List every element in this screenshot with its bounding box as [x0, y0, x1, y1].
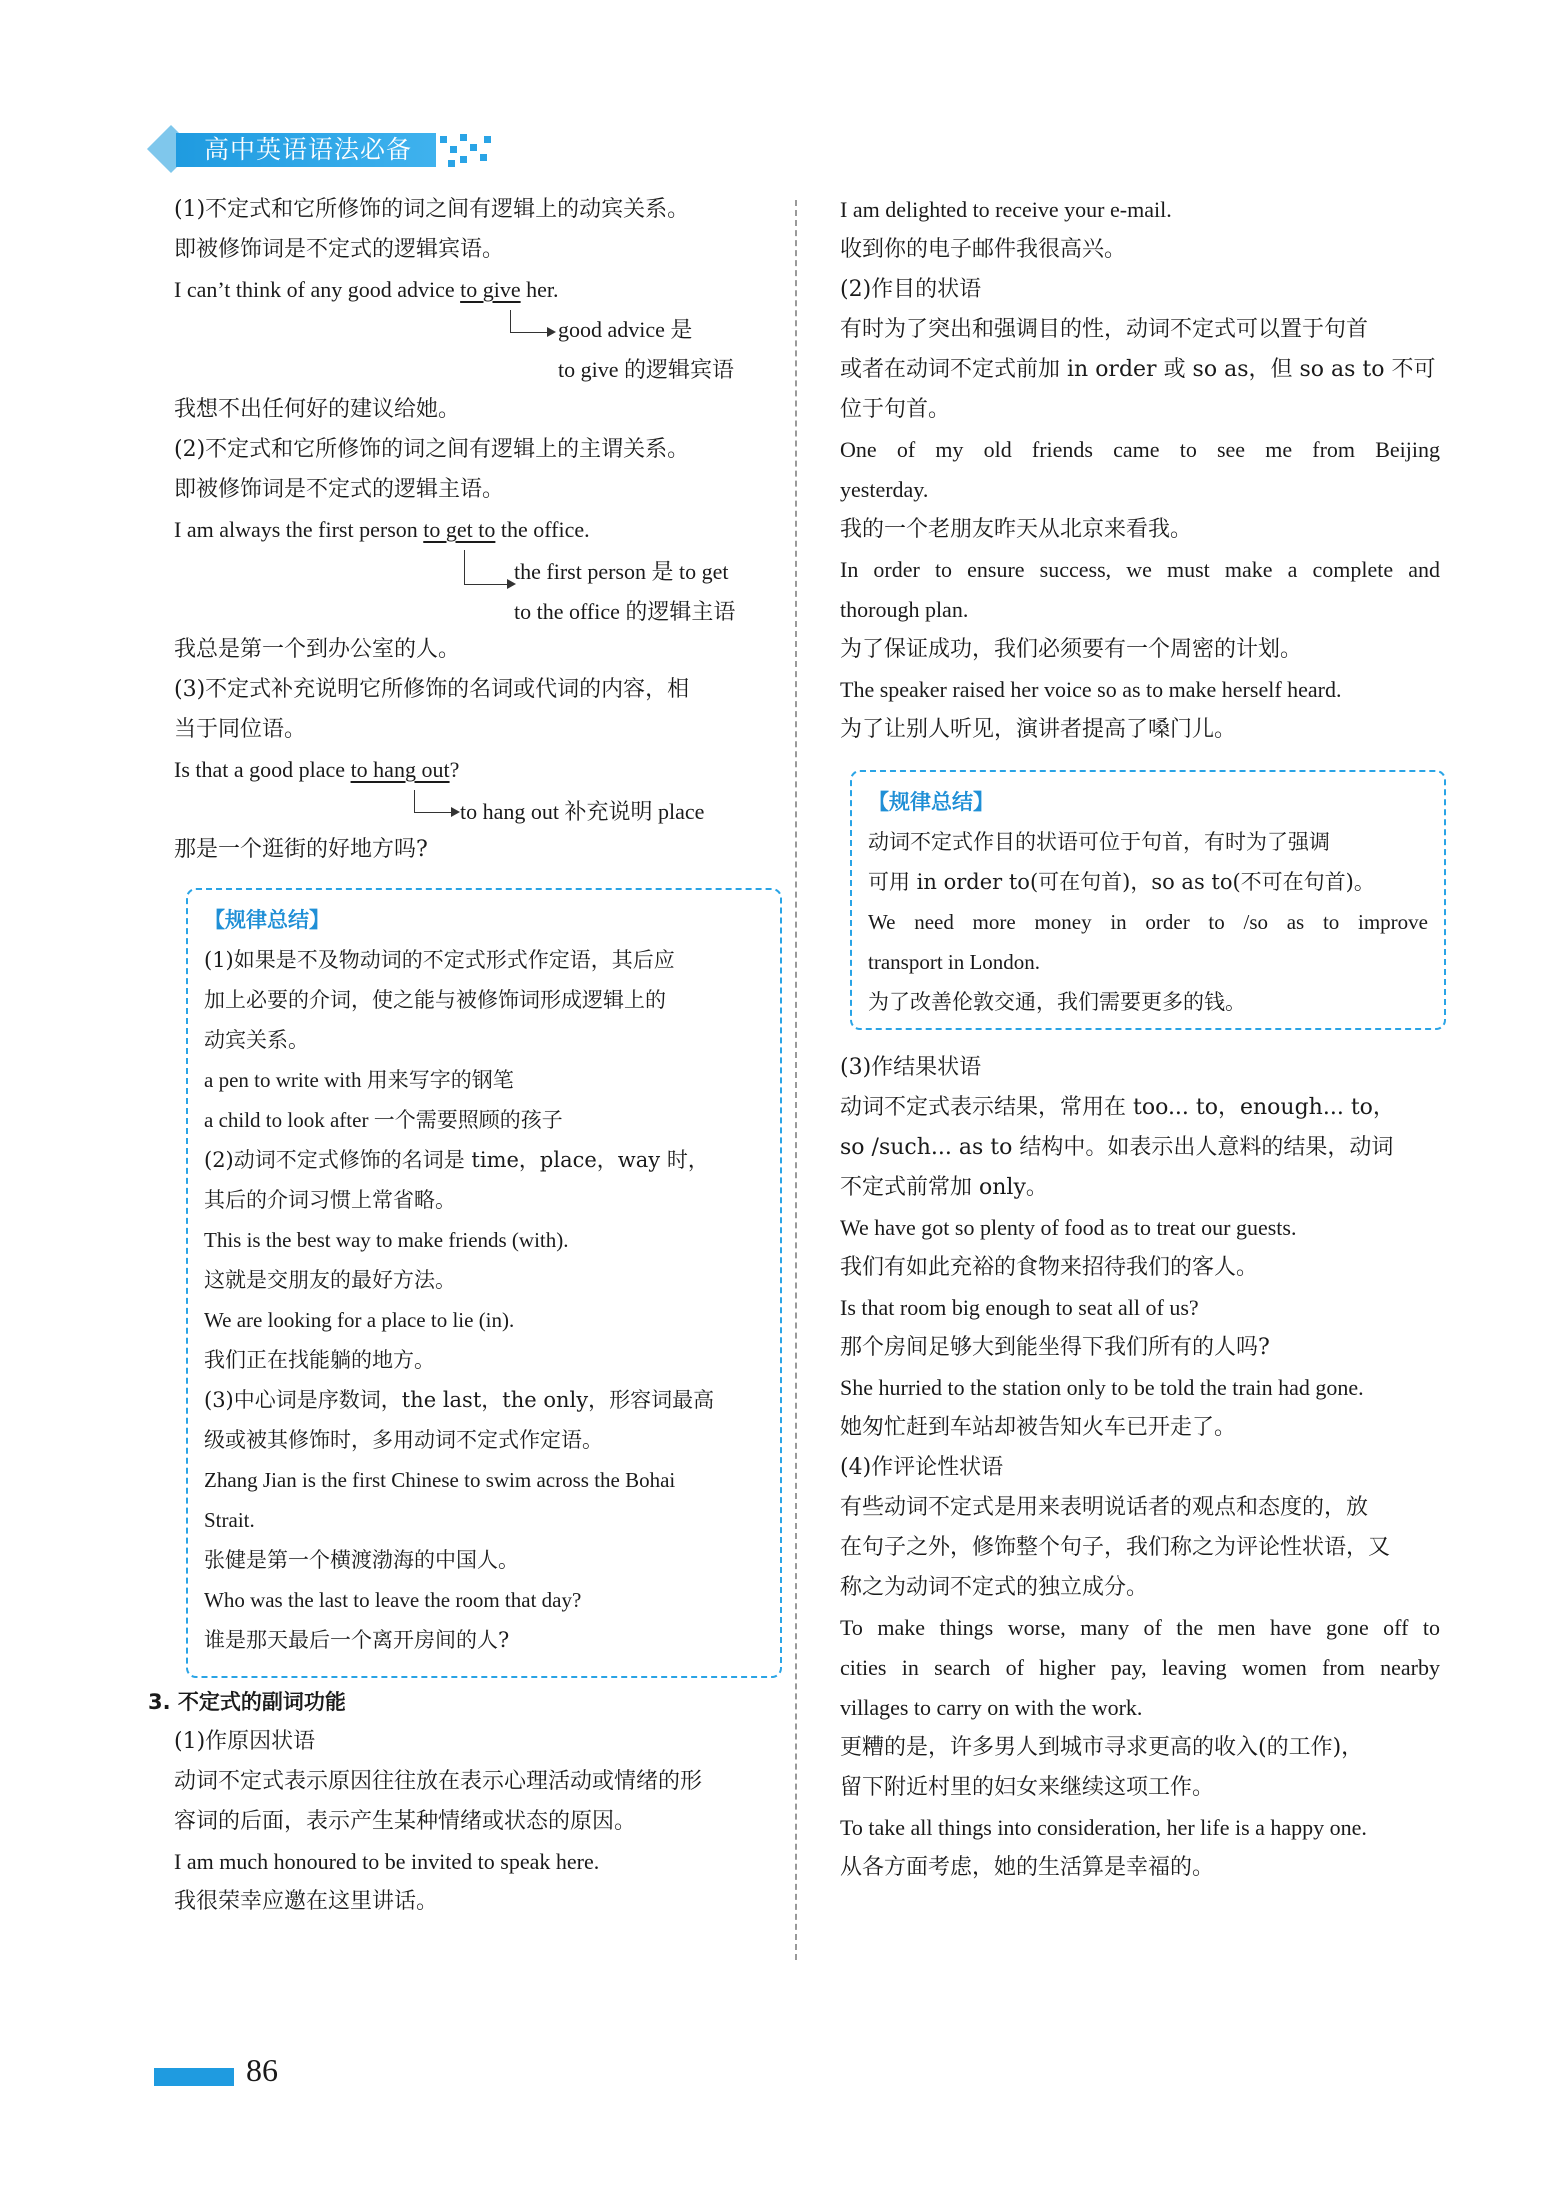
subheading: (2)作目的状语 — [840, 277, 982, 302]
translation: 收到你的电子邮件我很高兴。 — [840, 237, 1127, 262]
example-sentence: I am much honoured to be invited to speak here. — [174, 1849, 600, 1874]
translation: 更糟的是，许多男人到城市寻求更高的收入(的工作)， — [840, 1735, 1364, 1760]
translation: 我的一个老朋友昨天从北京来看我。 — [840, 517, 1193, 542]
paragraph-line: 称之为动词不定式的独立成分。 — [840, 1575, 1149, 1600]
right-column — [840, 190, 1440, 750]
example-sentence: yesterday. — [840, 477, 929, 502]
example-sentence: To take all things into consideration, her life is a happy one. — [840, 1815, 1367, 1840]
footer-bar — [154, 2068, 234, 2086]
box-line: 动词不定式作目的状语可位于句首，有时为了强调 — [868, 830, 1330, 854]
example-sentence: We have got so plenty of food as to treat our guests. — [840, 1215, 1297, 1240]
example-sentence: I can’t think of any good advice to give her. — [174, 277, 559, 302]
summary-box-left — [186, 888, 782, 1678]
box-line: 为了改善伦敦交通，我们需要更多的钱。 — [868, 990, 1246, 1014]
page-header — [140, 126, 500, 174]
translation: 留下附近村里的妇女来继续这项工作。 — [840, 1775, 1215, 1800]
box-line: 谁是那天最后一个离开房间的人? — [204, 1628, 510, 1652]
box-line: This is the best way to make friends (with). — [204, 1228, 569, 1252]
subheading: (4)作评论性状语 — [840, 1455, 1004, 1480]
example-sentence: Is that room big enough to seat all of us? — [840, 1295, 1199, 1320]
example-sentence: I am delighted to receive your e-mail. — [840, 197, 1172, 222]
box-line: Zhang Jian is the first Chinese to swim across the Bohai — [204, 1468, 676, 1492]
paragraph-line: 在句子之外，修饰整个句子，我们称之为评论性状语，又 — [840, 1535, 1391, 1560]
example-sentence: Is that a good place to hang out? — [174, 757, 460, 782]
paragraph-line: 容词的后面，表示产生某种情绪或状态的原因。 — [174, 1809, 637, 1834]
translation: 从各方面考虑，她的生活算是幸福的。 — [840, 1855, 1215, 1880]
box-line: 动宾关系。 — [204, 1028, 309, 1052]
box-line: a pen to write with 用来写字的钢笔 — [204, 1068, 514, 1092]
translation: 我们有如此充裕的食物来招待我们的客人。 — [840, 1255, 1259, 1280]
box-line: 可用 in order to(可在句首)，so as to(不可在句首)。 — [868, 870, 1375, 894]
example-sentence: In order to ensure success, we must make a complete and — [840, 557, 1440, 582]
translation: 那是一个逛街的好地方吗? — [174, 837, 428, 862]
paragraph-line: (2)不定式和它所修饰的词之间有逻辑上的主谓关系。 — [174, 437, 690, 462]
example-sentence: To make things worse, many of the men have gone off to — [840, 1615, 1440, 1640]
paragraph-line: 有时为了突出和强调目的性，动词不定式可以置于句首 — [840, 317, 1369, 342]
annotation-callout: the first person 是 to get to the office 的逻辑主语 — [174, 550, 774, 630]
right-column-bottom — [840, 1048, 1440, 1888]
summary-box-right — [850, 770, 1446, 1030]
box-line: a child to look after 一个需要照顾的孩子 — [204, 1108, 563, 1132]
translation: 我很荣幸应邀在这里讲话。 — [174, 1889, 439, 1914]
paragraph-line: so /such... as to 结构中。如表示出人意料的结果，动词 — [840, 1135, 1394, 1160]
box-line: 我们正在找能躺的地方。 — [204, 1348, 435, 1372]
paragraph-line: (1)作原因状语 — [174, 1729, 316, 1754]
box-line: transport in London. — [868, 950, 1041, 974]
annotation-callout: good advice 是 to give 的逻辑宾语 — [174, 310, 774, 390]
summary-box-title: 【规律总结】 — [204, 908, 330, 932]
paragraph-line: 即被修饰词是不定式的逻辑主语。 — [174, 477, 505, 502]
annotation-callout: to hang out 补充说明 place — [174, 790, 774, 830]
paragraph-line: 当于同位语。 — [174, 717, 307, 742]
left-column — [174, 190, 774, 870]
translation: 我想不出任何好的建议给她。 — [174, 397, 461, 422]
box-line: 其后的介词习惯上常省略。 — [204, 1188, 456, 1212]
paragraph-line: 动词不定式表示结果，常用在 too... to，enough... to， — [840, 1095, 1395, 1120]
subheading: (3)作结果状语 — [840, 1055, 982, 1080]
paragraph-line: 即被修饰词是不定式的逻辑宾语。 — [174, 237, 505, 262]
section-3 — [148, 1682, 778, 1922]
section-heading: 3. 不定式的副词功能 — [148, 1690, 346, 1714]
box-line: We need more money in order to /so as to improve — [868, 910, 1428, 934]
box-line: Who was the last to leave the room that day? — [204, 1588, 582, 1612]
paragraph-line: 不定式前常加 only。 — [840, 1175, 1048, 1200]
box-line: 级或被其修饰时，多用动词不定式作定语。 — [204, 1428, 603, 1452]
paragraph-line: 有些动词不定式是用来表明说话者的观点和态度的，放 — [840, 1495, 1369, 1520]
header-dots-decoration — [440, 132, 500, 168]
header-title: 高中英语语法必备 — [204, 135, 413, 164]
example-sentence: villages to carry on with the work. — [840, 1695, 1143, 1720]
box-line: (1)如果是不及物动词的不定式形式作定语，其后应 — [204, 948, 675, 972]
example-sentence: thorough plan. — [840, 597, 969, 622]
example-sentence: One of my old friends came to see me from Beijing — [840, 437, 1440, 462]
translation: 那个房间足够大到能坐得下我们所有的人吗? — [840, 1335, 1270, 1360]
box-line: 加上必要的介词，使之能与被修饰词形成逻辑上的 — [204, 988, 666, 1012]
translation: 为了保证成功，我们必须要有一个周密的计划。 — [840, 637, 1303, 662]
paragraph-line: 动词不定式表示原因往往放在表示心理活动或情绪的形 — [174, 1769, 703, 1794]
box-line: (2)动词不定式修饰的名词是 time，place，way 时， — [204, 1148, 709, 1172]
translation: 为了让别人听见，演讲者提高了嗓门儿。 — [840, 717, 1237, 742]
summary-box-title: 【规律总结】 — [868, 790, 994, 814]
paragraph-line: 位于句首。 — [840, 397, 951, 422]
page-number: 86 — [246, 2052, 278, 2088]
example-sentence: She hurried to the station only to be told the train had gone. — [840, 1375, 1364, 1400]
box-line: (3)中心词是序数词，the last，the only，形容词最高 — [204, 1388, 715, 1412]
paragraph-line: 或者在动词不定式前加 in order 或 so as，但 so as to 不可 — [840, 357, 1436, 382]
box-line: Strait. — [204, 1508, 255, 1532]
example-sentence: The speaker raised her voice so as to make herself heard. — [840, 677, 1342, 702]
box-line: 这就是交朋友的最好方法。 — [204, 1268, 456, 1292]
paragraph-line: (1)不定式和它所修饰的词之间有逻辑上的动宾关系。 — [174, 197, 690, 222]
column-divider — [795, 200, 797, 1960]
example-sentence: I am always the first person to get to the office. — [174, 517, 590, 542]
paragraph-line: (3)不定式补充说明它所修饰的名词或代词的内容，相 — [174, 677, 690, 702]
example-sentence: cities in search of higher pay, leaving women from nearby — [840, 1655, 1440, 1680]
box-line: 张健是第一个横渡渤海的中国人。 — [204, 1548, 519, 1572]
translation: 我总是第一个到办公室的人。 — [174, 637, 461, 662]
translation: 她匆忙赶到车站却被告知火车已开走了。 — [840, 1415, 1237, 1440]
box-line: We are looking for a place to lie (in). — [204, 1308, 515, 1332]
